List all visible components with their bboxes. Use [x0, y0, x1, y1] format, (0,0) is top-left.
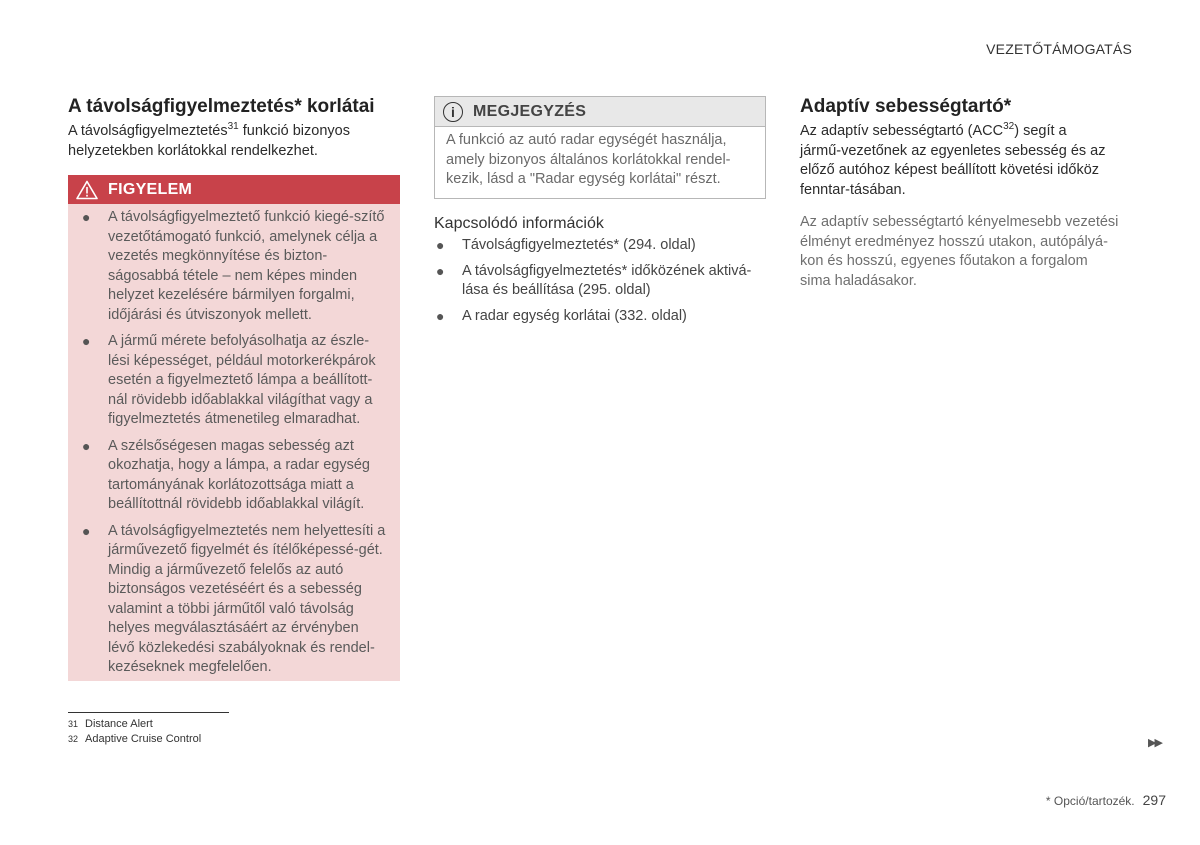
section-header: VEZETŐTÁMOGATÁS — [986, 41, 1132, 57]
bullet-icon: ● — [82, 437, 91, 454]
bullet-icon: ● — [82, 333, 91, 349]
related-link[interactable] — [434, 262, 766, 301]
bullet-icon: ● — [436, 262, 445, 279]
warning-title: FIGYELEM — [108, 180, 193, 198]
footnote-divider — [68, 712, 229, 713]
intro-text-start: A távolságfigyelmeztetés — [68, 123, 228, 139]
related-info-list — [434, 236, 766, 332]
intro-text-end: funkció bizonyos helyzetekben korlátokkal rendelkezhet. — [68, 123, 350, 159]
warning-triangle-icon — [76, 180, 98, 200]
note-box — [434, 96, 766, 199]
page-number: 297 — [1142, 792, 1166, 808]
acc-paragraph-1 — [800, 122, 1110, 200]
warning-item-text: A szélsőségesen magas sebesség azt okozhatja, hogy a lámpa, a radar egység tartományának korlátozottsága miatt a beállítottnál rövidebb időablakkal világít. — [108, 437, 370, 512]
bullet-icon: ● — [82, 522, 91, 539]
acc-text-start: Az adaptív sebességtartó (ACC — [800, 123, 1004, 139]
warning-item — [68, 522, 400, 678]
footnote-number: 32 — [68, 733, 79, 744]
next-page-arrow-icon[interactable]: ▶▶ — [1148, 737, 1161, 749]
limitations-intro — [68, 122, 388, 161]
related-link-text: Távolságfigyelmeztetés* (294. oldal) — [462, 237, 696, 253]
footnote-text: Distance Alert — [85, 718, 153, 730]
related-link-text: A radar egység korlátai (332. oldal) — [462, 307, 687, 324]
warning-item — [68, 437, 400, 515]
footnote-ref-32: 32 — [1003, 121, 1015, 133]
bullet-icon: ● — [82, 209, 91, 225]
acc-heading: Adaptív sebességtartó* — [800, 96, 1012, 117]
warning-item — [68, 208, 400, 325]
related-link[interactable] — [434, 307, 766, 327]
acc-paragraph-2: Az adaptív sebességtartó kényelmesebb vezetési élményt eredményez hosszú utakon, autópályá-kon és hosszú, egyenes főutakon a forgalom sima haladásakor. — [800, 214, 1119, 289]
acc-text-end: ) segít a jármű-vezetőnek az egyenletes sebesség és az előző autóhoz képest beállított követési időköz fenntar-tásában. — [800, 123, 1106, 198]
warning-list — [68, 208, 400, 685]
bullet-icon: ● — [436, 307, 445, 324]
related-link[interactable] — [434, 236, 766, 256]
footnotes — [68, 717, 201, 746]
footnote-ref-31: 31 — [227, 121, 239, 133]
warning-item-text: A jármű mérete befolyásolhatja az észle-lési képességet, például motorkerékpárok esetén a figyelmeztető lámpa a beállított-nál rövidebb időablakkal világíthat vagy a figyelmeztetés átmenetileg elmaradhat. — [108, 333, 376, 427]
footnote-31 — [68, 717, 201, 732]
info-icon: i — [443, 102, 463, 122]
note-header — [435, 97, 765, 127]
footnote-32 — [68, 732, 201, 747]
warning-item — [68, 332, 400, 430]
footnote-text: Adaptive Cruise Control — [85, 732, 202, 745]
related-info-heading: Kapcsolódó információk — [434, 215, 604, 232]
note-text: A funkció az autó radar egységét használja, amely bizonyos általános korlátokkal rendel-kezik, lásd a "Radar egység korlátai" részt. — [446, 132, 731, 187]
footnote-number: 31 — [68, 719, 79, 729]
note-title: MEGJEGYZÉS — [473, 102, 587, 120]
page-footer — [1046, 792, 1166, 808]
warning-item-text: A távolságfigyelmeztető funkció kiegé-szítő vezetőtámogató funkció, amelynek célja a vezetés megkönnyítése és bizton-ságosabbá tétele – nem képes minden helyzet kezelésére bármilyen forgalmi, időjárási és útviszonyok mellett. — [108, 209, 385, 323]
warning-header — [68, 175, 400, 204]
option-note: * Opció/tartozék. — [1045, 794, 1135, 808]
bullet-icon: ● — [436, 237, 445, 253]
warning-item-text: A távolságfigyelmeztetés nem helyettesíti a járművezető figyelmét és ítélőképessé-gét. Mindig a járművezető felelős az autó biztonságos vezetéséért és a sebesség valamint a többi járműtől való távolság helyes megválasztásáért az érvényben lévő közlekedési szabályoknak és rendel-kezéseknek megfelelően. — [108, 522, 386, 675]
related-link-text: A távolságfigyelmeztetés* időközének aktivá-lása és beállítása (295. oldal) — [462, 262, 752, 298]
warning-box — [68, 175, 400, 681]
limitations-heading: A távolságfigyelmeztetés* korlátai — [68, 96, 375, 117]
